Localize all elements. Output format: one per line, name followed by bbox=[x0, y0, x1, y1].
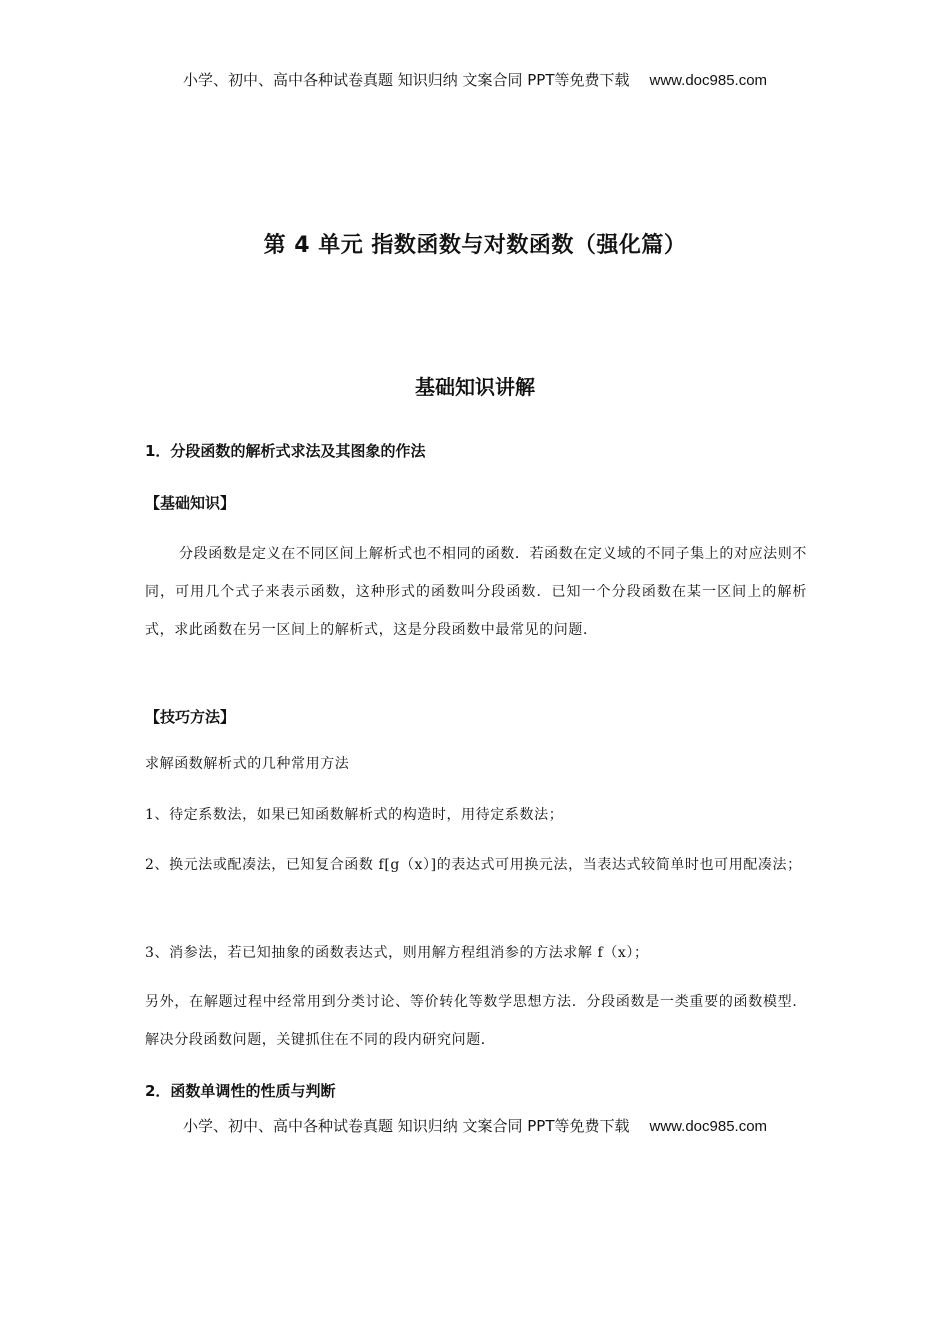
method-2: 2、换元法或配凑法，已知复合函数 f[g（x）]的表达式可用换元法，当表达式较简单时也可用配凑法； bbox=[145, 857, 802, 873]
method-1: 1、待定系数法，如果已知函数解析式的构造时，用待定系数法； bbox=[145, 807, 564, 823]
section-subtitle: 基础知识讲解 bbox=[415, 375, 535, 399]
methods-intro: 求解函数解析式的几种常用方法 bbox=[145, 756, 350, 772]
footer-text: 小学、初中、高中各种试卷真题 知识归纳 文案合同 PPT等免费下载 bbox=[182, 1117, 630, 1135]
basics-label: 【基础知识】 bbox=[145, 494, 236, 512]
section-1-heading: 1．分段函数的解析式求法及其图象的作法 bbox=[145, 442, 426, 460]
methods-label: 【技巧方法】 bbox=[145, 708, 236, 726]
extra-paragraph: 另外，在解题过程中经常用到分类讨论、等价转化等数学思想方法．分段函数是一类重要的函数模型．解决分段函数问题，关键抓住在不同的段内研究问题． bbox=[145, 994, 807, 1048]
header-text: 小学、初中、高中各种试卷真题 知识归纳 文案合同 PPT等免费下载 bbox=[182, 71, 630, 89]
footer-site-link[interactable]: www.doc985.com bbox=[649, 1118, 768, 1135]
page-header bbox=[0, 69, 950, 90]
page-footer bbox=[0, 1115, 950, 1136]
document-title: 第 4 单元 指数函数与对数函数（强化篇） bbox=[263, 233, 687, 258]
basics-paragraph: 分段函数是定义在不同区间上解析式也不相同的函数．若函数在定义域的不同子集上的对应法则不同，可用几个式子来表示函数，这种形式的函数叫分段函数．已知一个分段函数在某一区间上的解析式，求此函数在另一区间上的解析式，这是分段函数中最常见的问题． bbox=[145, 546, 807, 638]
section-2-heading: 2．函数单调性的性质与判断 bbox=[145, 1082, 336, 1100]
method-3: 3、消参法，若已知抽象的函数表达式，则用解方程组消参的方法求解 f（x）； bbox=[145, 945, 649, 961]
header-site-link[interactable]: www.doc985.com bbox=[649, 72, 768, 89]
